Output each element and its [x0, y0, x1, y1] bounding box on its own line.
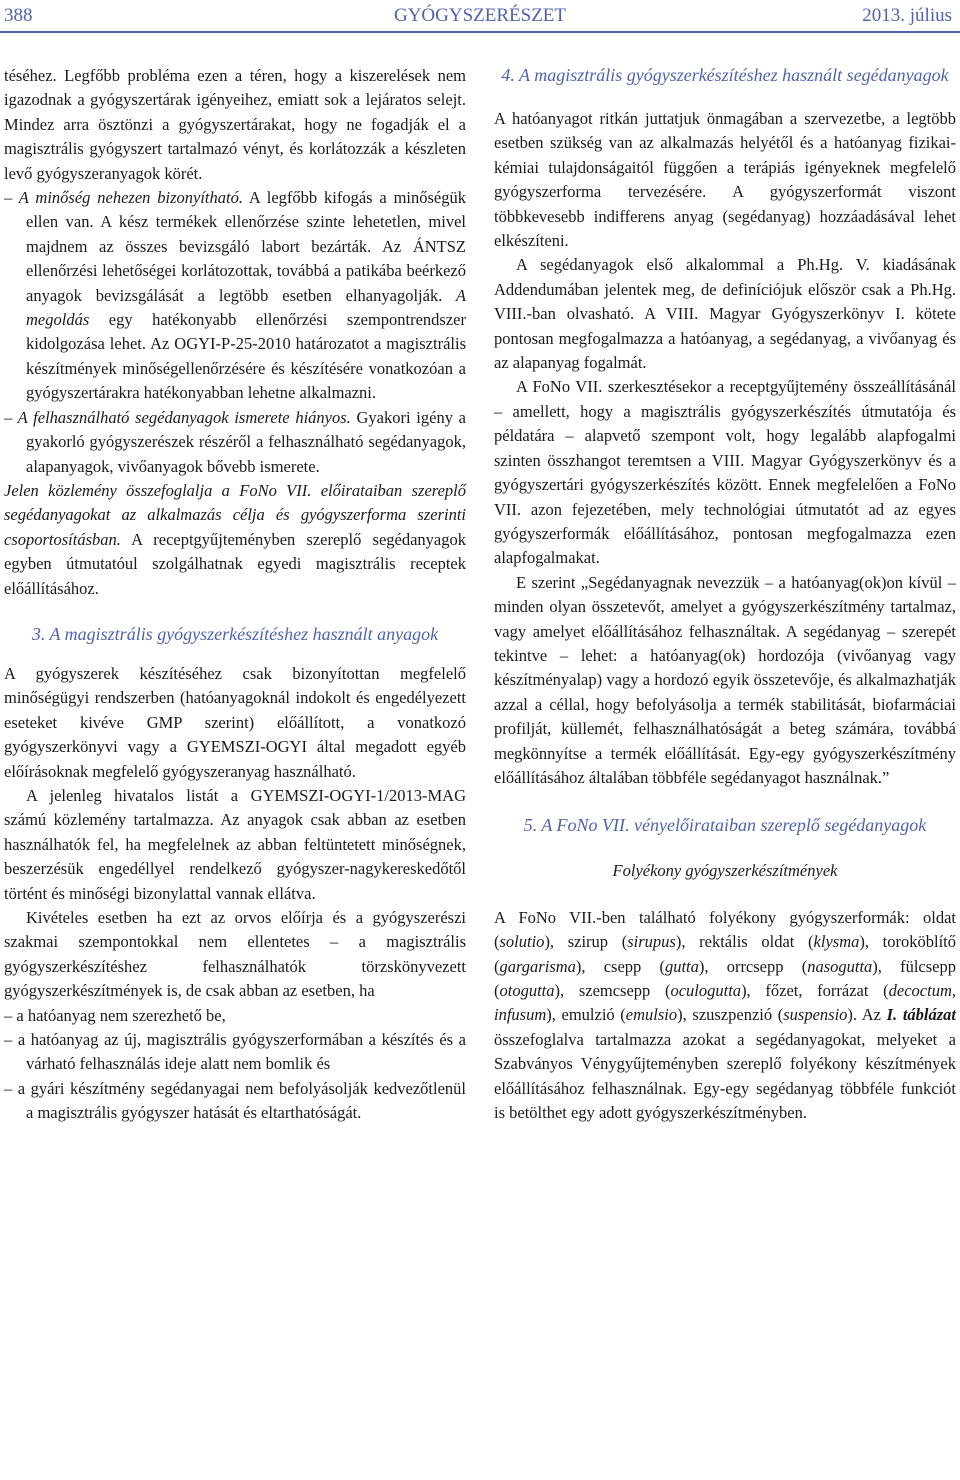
- list-item: – a hatóanyag nem szerezhető be,: [4, 1005, 226, 1025]
- list-item: – a hatóanyag az új, magisztrális gyógyszerformában a készítés és a várható felhasználás ideje alatt nem bomlik és: [4, 1030, 466, 1074]
- issue-date: 2013. július: [862, 5, 952, 26]
- paragraph: Jelen közlemény összefoglalja a FoNo VII. előirataiban szereplő segédanyagokat az alkalmazás célja és gyógyszerforma szerinti csoportosításban. A receptgyűjteményben szereplő segédanyagok egyben útmutatóul szolgálhatnak egyedi magisztrális receptek előállításához.: [4, 480, 466, 598]
- paragraph: E szerint „Segédanyagnak nevezzük – a hatóanyag(ok)on kívül – minden olyan összetevőt, amelyet a gyógyszerkészítmény tartalmaz, vagy amelyet előállításához felhasználtak. A segédanyag – szerepét tekintve – lehet: a hatóanyag(ok) hordozója (vivőanyag vagy készítményalap) vagy a hordozó egyik összetevője, és alkalmazhatják azzal a céllal, hogy befolyásolja a termék stabilitását, biofarmáciai profilját, küllemét, felhasználhatóságát a beteg számára, továbbá megkönnyítse a termék előállítását. Egy-egy gyógyszerkészítmény előállításához általában többféle segédanyagot használnak.”: [494, 572, 956, 787]
- journal-title: GYÓGYSZERÉSZET: [393, 5, 567, 26]
- paragraph: A hatóanyagot ritkán juttatjuk önmagában a szervezetbe, a legtöbb esetben szükség van az alkalmazás helyétől és a hatóanyag fizikai-kémiai tulajdonságaitól függően a terápiás igényeknek megfelelő gyógyszerforma tervezésére. A gyógyszerformát viszont többkevesebb indifferens anyag (segédanyag) hozzáadásával lehet elkészíteni.: [494, 109, 956, 251]
- paragraph: – A minőség nehezen bizonyítható. A legfőbb kifogás a minőségük ellen van. A kész termékek ellenőrzése szinte lehetetlen, mivel majdnem az összes bevizsgáló labort bezárták. Az ÁNTSZ ellenőrzési lehetőségei korlátozottak, továbbá a patikába beérkező anyagok bevizsgálását a legtöbb esetben elhanyagolják. A megoldás egy hatékonyabb ellenőrzési szempontrendszer kidolgozása lehet. Az OGYI-P-25-2010 határozatot a magisztrális készítmények minőségellenőrzésére és készítésére vonatkozóan a gyógyszertárakra hatékonyabban lehetne alkalmazni.: [4, 188, 467, 403]
- paragraph: A segédanyagok első alkalommal a Ph.Hg. V. kiadásának Addendumában jelentek meg, de definíciójuk először csak a Ph.Hg. VIII.-ban olvasható. A VIII. Magyar Gyógyszerkönyv I. kötete pontosan megfogalmazza a hatóanyag, a segédanyag, a vivőanyag és az alapanyag fogalmát.: [494, 255, 956, 373]
- list-item: – a gyári készítmény segédanyagai nem befolyásolják kedvezőtlenül a magisztrális gyógyszer hatását és eltarthatóságát.: [4, 1078, 466, 1123]
- paragraph: – A felhasználható segédanyagok ismerete hiányos. Gyakori igény a gyakorló gyógyszerészek részéről a felhasználható segédanyagok, alapanyagok, vivőanyagok bővebb ismerete.: [4, 407, 466, 476]
- right-column: [494, 64, 956, 1125]
- left-column: [4, 64, 466, 1126]
- paragraph: A jelenleg hivatalos listát a GYEMSZI-OGYI-1/2013-MAG számú közlemény tartalmazza. Az anyagok csak abban az esetben használhatók fel, ha megfelelnek az abban feltüntetett minőségnek, beszerzésük engedéllyel rendelkező gyógyszer-nagykereskedőtől történt és minőségi bizonylattal vannak ellátva.: [4, 785, 466, 903]
- page-header: [0, 0, 960, 30]
- paragraph: A gyógyszerek készítéséhez csak bizonyítottan megfelelő minőségügyi rendszerben (hatóanyagoknál indokolt és engedélyezett eseteket kivéve GMP szerint) előállított, a vonatkozó gyógyszerkönyvi vagy a GYEMSZI-OGYI által megadott egyéb előírásoknak megfelelő gyógyszeranyag használható.: [4, 663, 466, 781]
- section-heading: 4. A magisztrális gyógyszerkészítéshez használt segédanyagok: [501, 65, 949, 85]
- paragraph: Kivételes esetben ha ezt az orvos előírja és a gyógyszerészi szakmai szempontokkal nem ellentetes – a magisztrális gyógyszerkészítéshez felhasználhatók törzskönyvezett gyógyszerkészítmények is, de csak abban az esetben, ha: [4, 908, 466, 1001]
- header-rule: [0, 31, 960, 33]
- subsection-heading: Folyékony gyógyszerkészítmények: [612, 861, 838, 881]
- paragraph: A FoNo VII. szerkesztésekor a receptgyűjtemény összeállításánál – amellett, hogy a magisztrális gyógyszerkészítés útmutatója és példatára – alapvető szempont volt, hogy legalább alapfogalmi szinten összhangot teremtsen a VIII. Magyar Gyógyszerkönyv és a gyógyszertári gyógyszerkészítés között. Ennek megfelelően a FoNo VII. azon fejezetében, mely technológiai útmutatót ad az egyes gyógyszerformák előállításához, pontosan megfogalmazza ezen alapfogalmakat.: [494, 377, 956, 568]
- section-heading: 5. A FoNo VII. vényelőirataiban szereplő segédanyagok: [523, 815, 927, 836]
- paragraph: téséhez. Legfőbb probléma ezen a téren, hogy a kiszerelések nem igazodnak a gyógyszertárak igényeihez, emiatt sok a lejáratos selejt. Mindez arra ösztönzi a gyógyszertárakat, hogy ne fogadják el a magisztrális gyógyszert tartalmazó vényt, és korlátozzák a készleten levő gyógyszeranyagok körét.: [4, 66, 466, 183]
- paragraph: A FoNo VII.-ben található folyékony gyógyszerformák: oldat (solutio), szirup (sirupus), rektális oldat (klysma), toroköblítő (gargarisma), csepp (gutta), orrcsepp (nasogutta), fülcsepp (otogutta), szemcsepp (oculogutta), főzet, forrázat (decoctum, infusum), emulzió (emulsio), szuszpenzió (suspensio). Az I. táblázat összefoglalva tartalmazza azokat a segédanyagokat, melyeket a Szabványos Vénygyűjteményben szereplő folyékony készítmények előállításához felhasználnak. Egy-egy segédanyag többféle funkciót is betölthet egy adott gyógyszerkészítményben.: [494, 907, 957, 1123]
- section-heading: 3. A magisztrális gyógyszerkészítéshez használt anyagok: [31, 623, 439, 644]
- page-number: 388: [4, 5, 33, 26]
